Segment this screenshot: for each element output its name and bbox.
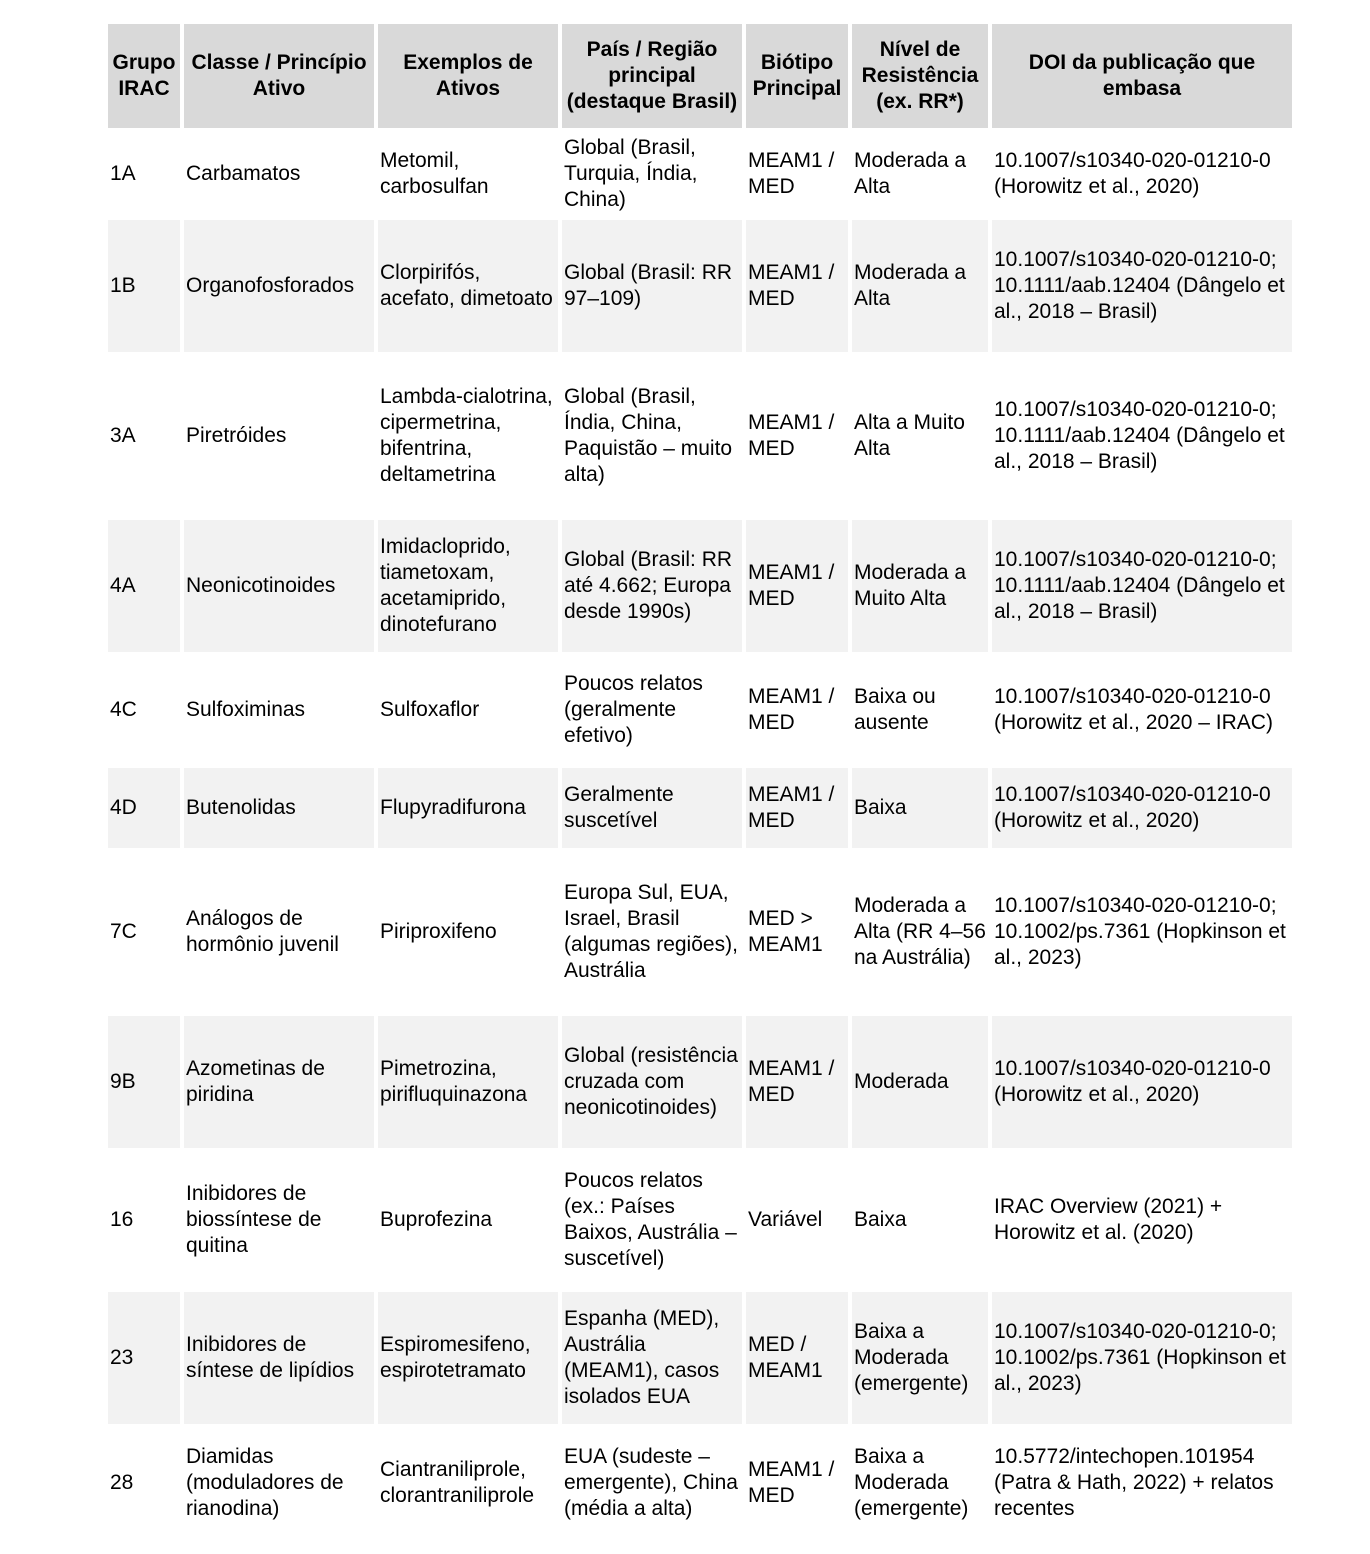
cell-exemplos: Pimetrozina, pirifluquinazona (378, 1016, 558, 1148)
cell-classe: Neonicotinoides (184, 520, 374, 652)
cell-pais: Global (Brasil: RR 97–109) (562, 220, 742, 352)
cell-grupo: 4D (108, 768, 180, 848)
cell-doi: 10.1007/s10340-020-01210-0 (Horowitz et al., 2020) (992, 768, 1292, 848)
cell-doi: 10.1007/s10340-020-01210-0 (Horowitz et al., 2020) (992, 1016, 1292, 1148)
header-cell-classe: Classe / Princípio Ativo (184, 24, 374, 128)
cell-doi: 10.1007/s10340-020-01210-0; 10.1002/ps.7361 (Hopkinson et al., 2023) (992, 1292, 1292, 1424)
cell-pais: Global (Brasil, Índia, China, Paquistão – muito alta) (564, 385, 733, 486)
cell-classe: Diamidas (moduladores de rianodina) (186, 1445, 344, 1520)
cell-nivel: Moderada a Alta (854, 149, 967, 198)
cell-classe: Inibidores de síntese de lipídios (184, 1292, 374, 1424)
cell-pais: Geralmente suscetível (562, 768, 742, 848)
cell-exemplos: Ciantraniliprole, clorantraniliprole (380, 1458, 535, 1507)
cell-nivel: Moderada a Alta (RR 4–56 na Austrália) (854, 894, 986, 969)
cell-biotipo: MED > MEAM1 (748, 907, 823, 956)
header-cell-doi: DOI da publicação que embasa (992, 24, 1292, 128)
cell-biotipo: MEAM1 / MED (746, 520, 848, 652)
cell-pais: Global (Brasil, Turquia, Índia, China) (564, 136, 698, 211)
cell-classe: Piretróides (186, 424, 287, 447)
cell-biotipo: MED / MEAM1 (746, 1292, 848, 1424)
cell-exemplos: Imidacloprido, tiametoxam, acetamiprido, dinotefurano (378, 520, 558, 652)
table-row (108, 852, 1292, 1012)
table-row (108, 220, 1292, 352)
cell-grupo: 28 (110, 1471, 134, 1494)
cell-biotipo: MEAM1 / MED (746, 220, 848, 352)
cell-classe: Butenolidas (184, 768, 374, 848)
table-row (108, 768, 1292, 848)
cell-nivel: Baixa ou ausente (854, 685, 936, 734)
header-cell-exemplos: Exemplos de Ativos (378, 24, 558, 128)
header-cell-biotipo: Biótipo Principal (746, 24, 848, 128)
cell-grupo: 4C (110, 698, 137, 721)
cell-exemplos: Buprofezina (380, 1208, 493, 1231)
cell-exemplos: Metomil, carbosulfan (380, 149, 489, 198)
cell-biotipo: MEAM1 / MED (748, 411, 835, 460)
cell-pais: Poucos relatos (ex.: Países Baixos, Austrália – suscetível) (564, 1169, 737, 1270)
cell-exemplos: Lambda-cialotrina, cipermetrina, bifentrina, deltametrina (380, 385, 553, 486)
cell-grupo: 9B (108, 1016, 180, 1148)
cell-biotipo: MEAM1 / MED (746, 1016, 848, 1148)
resistance-table (104, 20, 1296, 1542)
cell-biotipo: MEAM1 / MED (748, 1458, 835, 1507)
cell-nivel: Baixa (852, 768, 988, 848)
cell-classe: Sulfoximinas (186, 698, 306, 721)
cell-pais: Global (resistência cruzada com neonicotinoides) (562, 1016, 742, 1148)
cell-pais: Espanha (MED), Austrália (MEAM1), casos isolados EUA (562, 1292, 742, 1424)
cell-doi: 10.1007/s10340-020-01210-0; 10.1002/ps.7361 (Hopkinson et al., 2023) (994, 894, 1286, 969)
cell-exemplos: Espiromesifeno, espirotetramato (378, 1292, 558, 1424)
cell-doi: 10.1007/s10340-020-01210-0 (Horowitz et al., 2020) (994, 149, 1271, 198)
cell-grupo: 3A (110, 424, 136, 447)
cell-doi: 10.5772/intechopen.101954 (Patra & Hath, 2022) + relatos recentes (994, 1445, 1274, 1520)
header-row (108, 24, 1292, 128)
table-row (108, 520, 1292, 652)
table-row (108, 1016, 1292, 1148)
cell-grupo: 7C (110, 920, 137, 943)
cell-grupo: 1A (110, 162, 136, 185)
cell-nivel: Baixa a Moderada (emergente) (852, 1292, 988, 1424)
cell-classe: Análogos de hormônio juvenil (186, 907, 339, 956)
cell-biotipo: MEAM1 / MED (746, 768, 848, 848)
table-row (108, 656, 1292, 764)
cell-classe: Azometinas de piridina (184, 1016, 374, 1148)
cell-classe: Inibidores de biossíntese de quitina (186, 1182, 322, 1257)
cell-classe: Organofosforados (184, 220, 374, 352)
cell-classe: Carbamatos (186, 162, 301, 185)
cell-nivel: Alta a Muito Alta (854, 411, 965, 460)
cell-nivel: Baixa a Moderada (emergente) (854, 1445, 969, 1520)
cell-biotipo: MEAM1 / MED (748, 685, 835, 734)
cell-pais: Global (Brasil: RR até 4.662; Europa desde 1990s) (562, 520, 742, 652)
cell-doi: 10.1007/s10340-020-01210-0; 10.1111/aab.12404 (Dângelo et al., 2018 – Brasil) (992, 220, 1292, 352)
table-row (108, 1152, 1292, 1288)
cell-grupo: 23 (108, 1292, 180, 1424)
cell-pais: EUA (sudeste – emergente), China (média a alta) (564, 1445, 738, 1520)
cell-grupo: 1B (108, 220, 180, 352)
cell-nivel: Moderada (852, 1016, 988, 1148)
cell-exemplos: Flupyradifurona (378, 768, 558, 848)
table-row (108, 1428, 1292, 1538)
cell-exemplos: Clorpirifós, acefato, dimetoato (378, 220, 558, 352)
cell-doi: 10.1007/s10340-020-01210-0; 10.1111/aab.12404 (Dângelo et al., 2018 – Brasil) (994, 398, 1285, 473)
cell-nivel: Baixa (854, 1208, 907, 1231)
cell-pais: Poucos relatos (geralmente efetivo) (564, 672, 703, 747)
header-cell-nivel: Nível de Resistência (ex. RR*) (852, 24, 988, 128)
table-row (108, 132, 1292, 216)
cell-exemplos: Piriproxifeno (380, 920, 497, 943)
cell-doi: 10.1007/s10340-020-01210-0; 10.1111/aab.12404 (Dângelo et al., 2018 – Brasil) (992, 520, 1292, 652)
cell-doi: IRAC Overview (2021) + Horowitz et al. (2020) (994, 1195, 1223, 1244)
cell-pais: Europa Sul, EUA, Israel, Brasil (algumas regiões), Austrália (564, 881, 738, 982)
cell-biotipo: MEAM1 / MED (748, 149, 835, 198)
table-row (108, 1292, 1292, 1424)
cell-nivel: Moderada a Alta (852, 220, 988, 352)
cell-nivel: Moderada a Muito Alta (852, 520, 988, 652)
table-row (108, 356, 1292, 516)
header-cell-grupo: Grupo IRAC (108, 24, 180, 128)
cell-grupo: 4A (108, 520, 180, 652)
header-cell-pais: País / Região principal (destaque Brasil) (562, 24, 742, 128)
cell-doi: 10.1007/s10340-020-01210-0 (Horowitz et al., 2020 – IRAC) (994, 685, 1273, 734)
cell-grupo: 16 (110, 1208, 134, 1231)
cell-biotipo: Variável (748, 1208, 823, 1231)
cell-exemplos: Sulfoxaflor (380, 698, 480, 721)
